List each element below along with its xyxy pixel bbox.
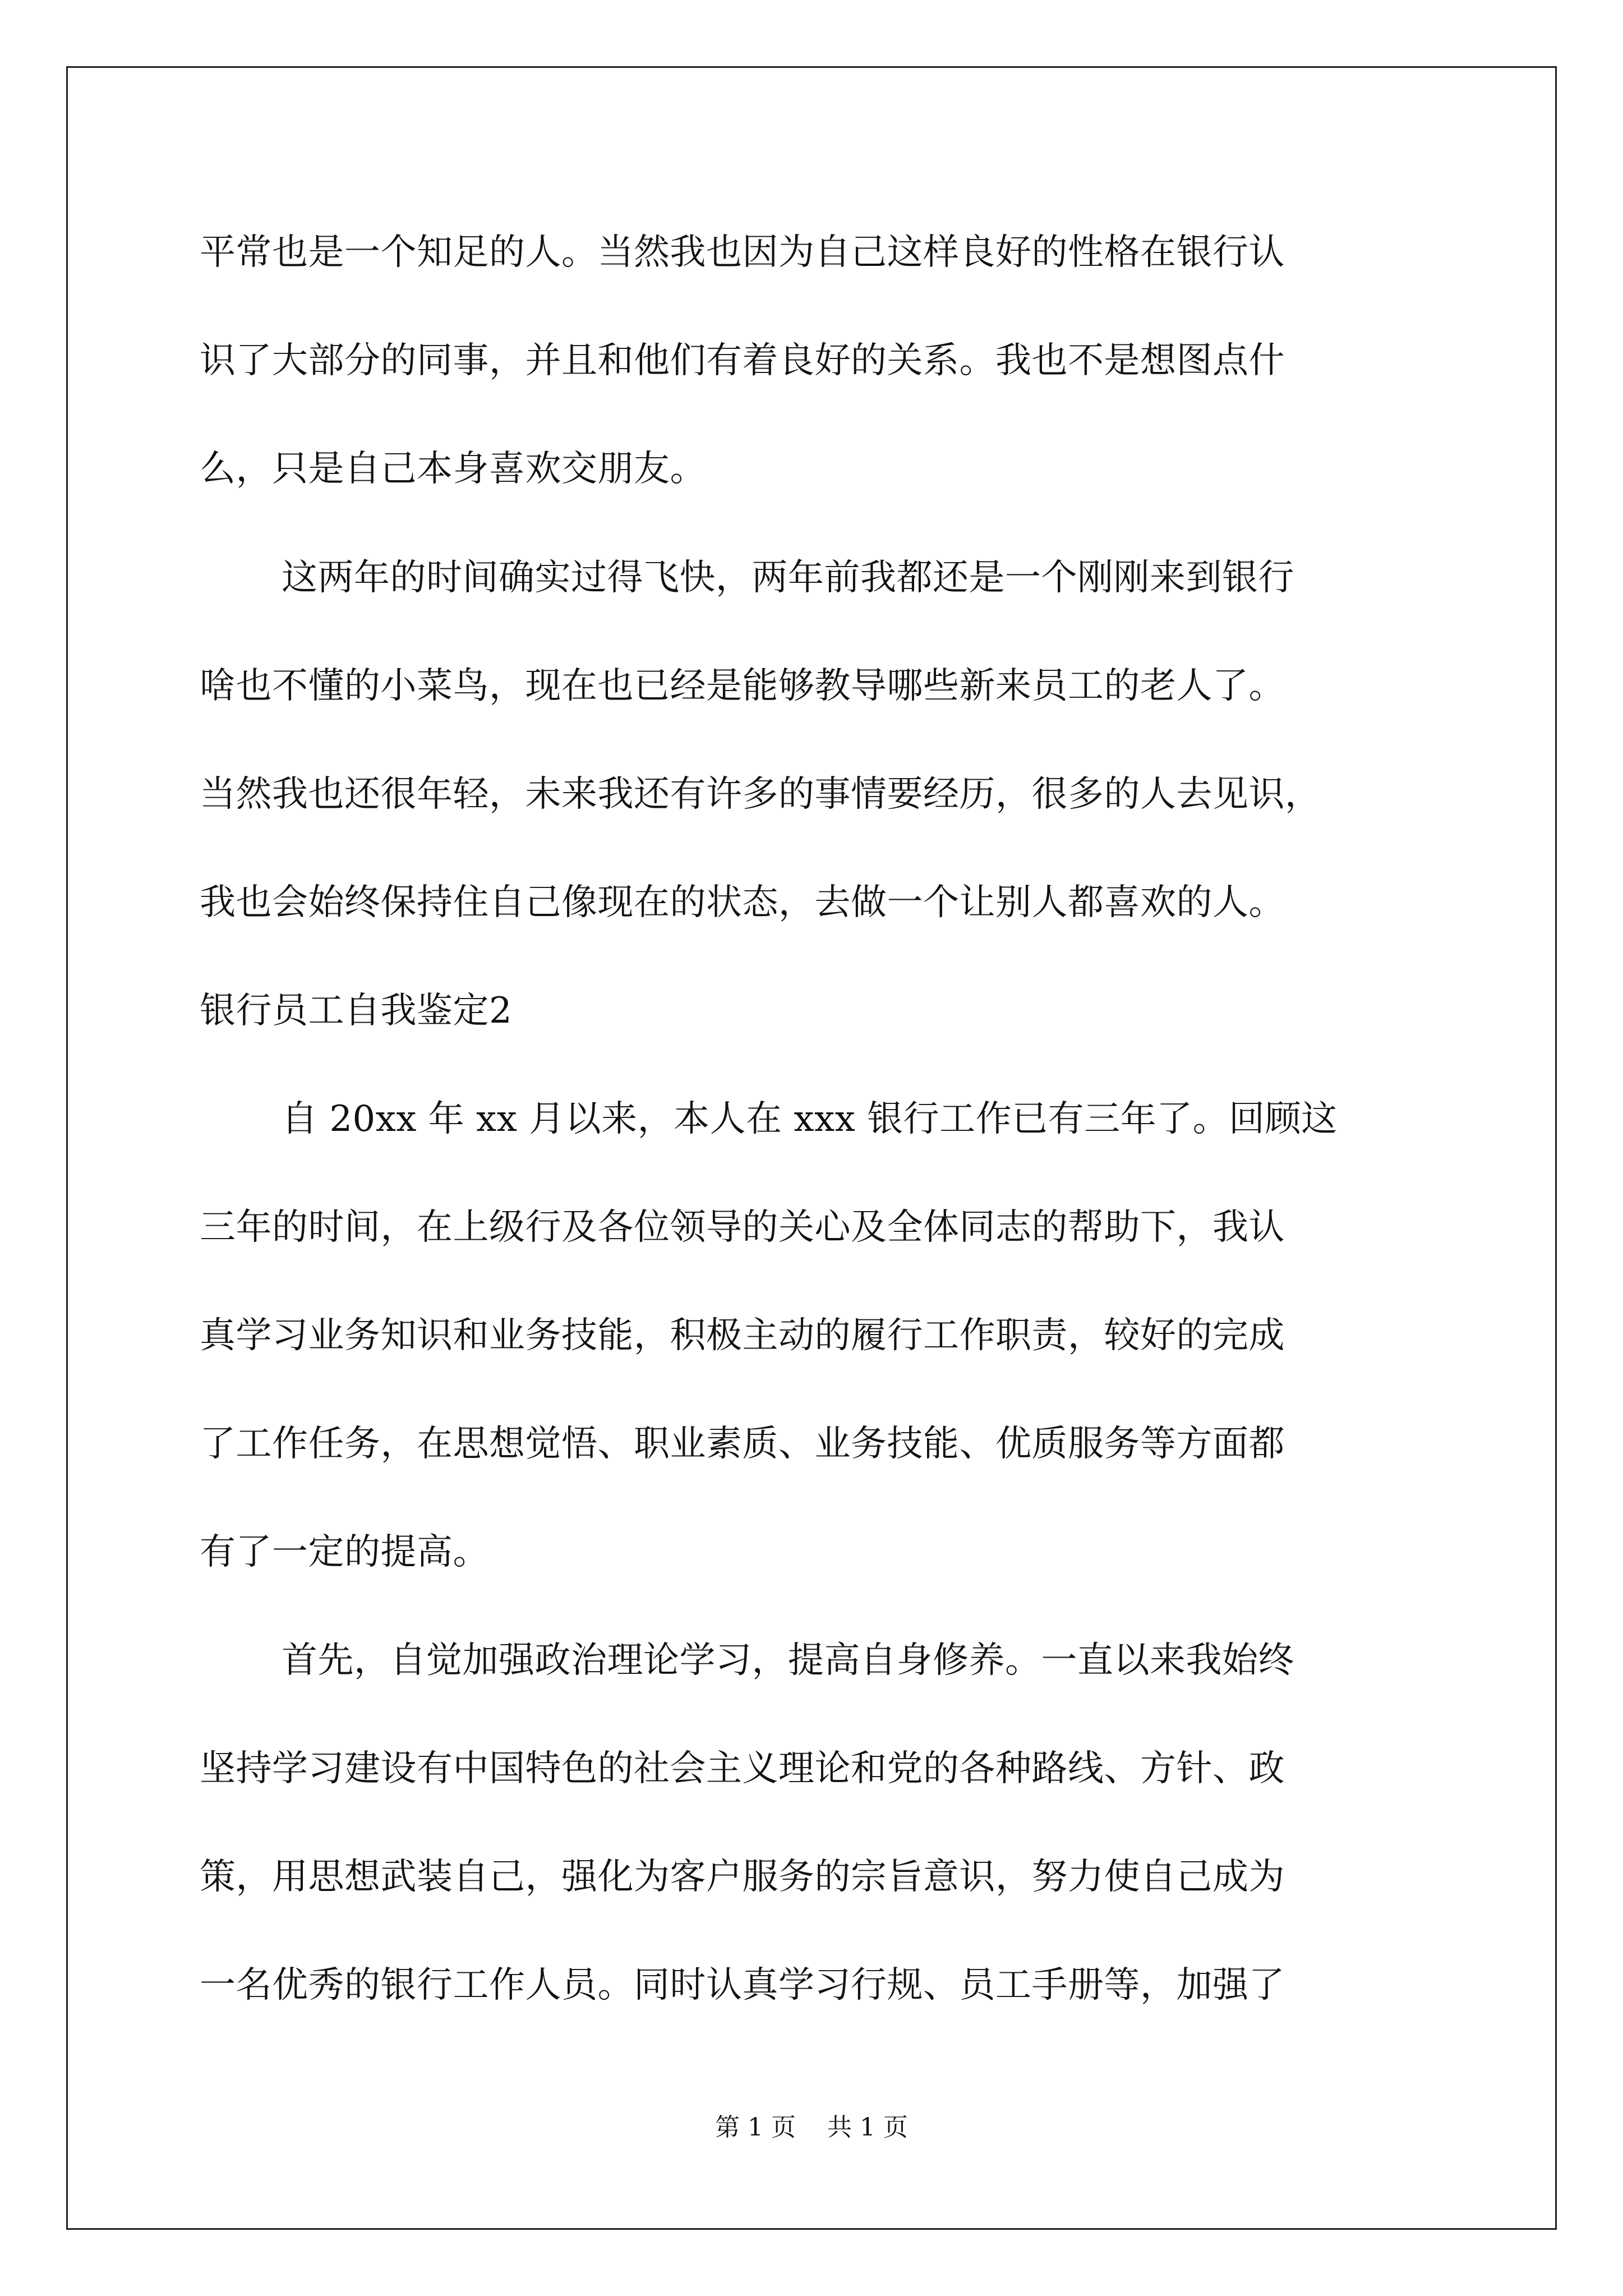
page-border [66, 66, 1557, 2230]
text-line: 真学习业务知识和业务技能，积极主动的履行工作职责，较好的完成 [200, 1315, 1285, 1356]
text-line: 当然我也还很年轻，未来我还有许多的事情要经历，很多的人去见识， [200, 774, 1321, 815]
text-line: 了工作任务，在思想觉悟、职业素质、业务技能、优质服务等方面都 [200, 1423, 1285, 1465]
section-heading: 银行员工自我鉴定2 [200, 990, 513, 1032]
text-line: 一名优秀的银行工作人员。同时认真学习行规、员工手册等，加强了 [200, 1964, 1285, 2006]
text-line: 么，只是自己本身喜欢交朋友。 [200, 448, 706, 490]
paragraph-first-line: 自 20xx 年 xx 月以来，本人在 xxx 银行工作已有三年了。回顾这 [282, 1098, 1338, 1140]
page-footer: 第 1 页 共 1 页 [715, 2113, 908, 2142]
text-line: 识了大部分的同事，并且和他们有着良好的关系。我也不是想图点什 [200, 340, 1285, 381]
text-line: 啥也不懂的小菜鸟，现在也已经是能够教导哪些新来员工的老人了。 [200, 665, 1285, 707]
text-line: 三年的时间，在上级行及各位领导的关心及全体同志的帮助下，我认 [200, 1207, 1285, 1248]
text-line: 策，用思想武装自己，强化为客户服务的宗旨意识，努力使自己成为 [200, 1856, 1285, 1898]
text-line: 平常也是一个知足的人。当然我也因为自己这样良好的性格在银行认 [200, 232, 1285, 273]
paragraph-first-line: 这两年的时间确实过得飞快，两年前我都还是一个刚刚来到银行 [282, 557, 1294, 599]
text-line: 有了一定的提高。 [200, 1531, 489, 1573]
paragraph-first-line: 首先，自觉加强政治理论学习，提高自身修养。一直以来我始终 [282, 1640, 1294, 1681]
text-line: 我也会始终保持住自己像现在的状态，去做一个让别人都喜欢的人。 [200, 882, 1285, 923]
text-line: 坚持学习建设有中国特色的社会主义理论和党的各种路线、方针、政 [200, 1748, 1285, 1789]
